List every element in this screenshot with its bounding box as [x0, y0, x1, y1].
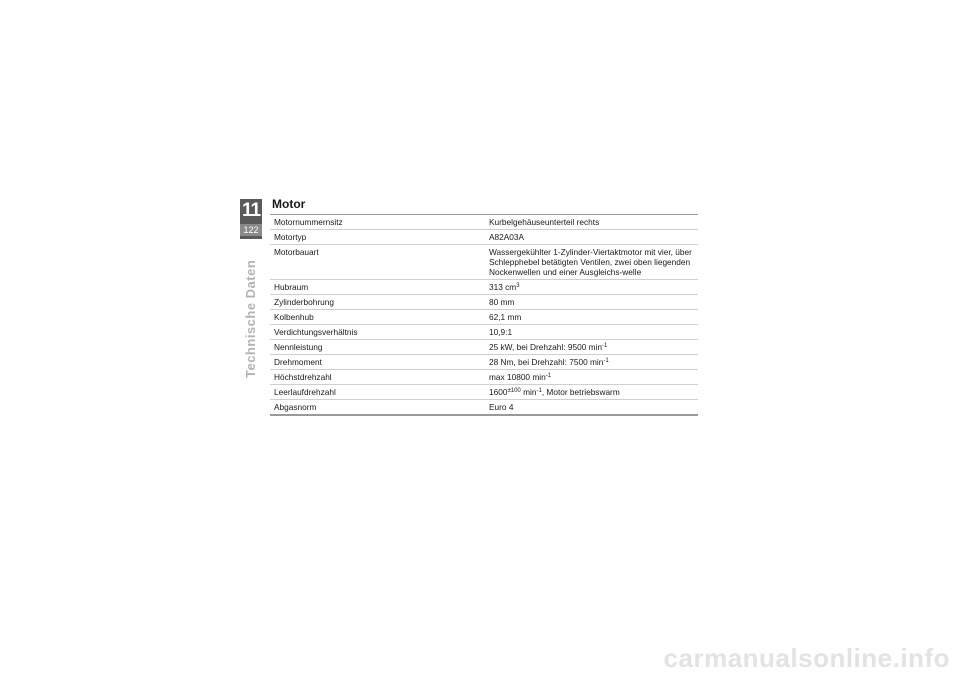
spec-label: Motorbauart — [270, 245, 485, 280]
chapter-number: 11 — [241, 200, 261, 221]
table-row — [270, 370, 698, 385]
spec-label: Nennleistung — [270, 340, 485, 355]
spec-label: Kolbenhub — [270, 310, 485, 325]
spec-value: 10,9:1 — [485, 325, 698, 340]
spec-value-text: max 10800 min — [489, 372, 546, 382]
spec-label: Leerlaufdrehzahl — [270, 385, 485, 400]
spec-value-text: 1600 — [489, 387, 508, 397]
spec-label: Hubraum — [270, 280, 485, 295]
watermark-logo: carmanualsonline.info — [663, 643, 950, 673]
spec-value-superscript: -1 — [536, 388, 542, 394]
chapter-tab — [240, 199, 262, 239]
chapter-side-title: Technische Daten — [243, 259, 258, 378]
spec-value-superscript: -1 — [545, 373, 552, 379]
spec-value-text: 25 kW, bei Drehzahl: 9500 min — [489, 342, 602, 352]
section-title: Motor — [272, 197, 306, 211]
spec-value — [485, 355, 698, 370]
spec-value — [485, 385, 698, 400]
table-row — [270, 355, 698, 370]
table-row — [270, 340, 698, 355]
spec-value-superscript: -1 — [602, 343, 608, 349]
spec-value — [485, 340, 698, 355]
spec-value-superscript: -1 — [603, 358, 609, 364]
table-row — [270, 385, 698, 400]
table-row — [270, 400, 698, 416]
spec-value-text: , Motor betriebswarm — [541, 387, 620, 397]
motor-spec-table — [270, 214, 698, 416]
spec-value: A82A03A — [485, 230, 698, 245]
table-row — [270, 230, 698, 245]
spec-label: Drehmoment — [270, 355, 485, 370]
spec-label: Motornummernsitz — [270, 215, 485, 230]
spec-value: Kurbelgehäuseunterteil rechts — [485, 215, 698, 230]
table-row — [270, 245, 698, 280]
spec-label: Zylinderbohrung — [270, 295, 485, 310]
spec-value: 80 mm — [485, 295, 698, 310]
spec-value — [485, 280, 698, 295]
spec-value-text: min — [520, 387, 537, 397]
page-number: 122 — [240, 224, 262, 236]
spec-label: Höchstdrehzahl — [270, 370, 485, 385]
table-row — [270, 280, 698, 295]
spec-value: 62,1 mm — [485, 310, 698, 325]
table-row — [270, 310, 698, 325]
spec-value: Wassergekühlter 1-Zylinder-Viertaktmotor mit vier, über Schlepphebel betätigten Ventilen, zwei oben liegenden Nockenwellen und einer Ausgleichs-welle — [485, 245, 698, 280]
spec-label: Motortyp — [270, 230, 485, 245]
table-row — [270, 295, 698, 310]
spec-value-superscript: ±100 — [507, 388, 521, 394]
spec-value-text: 28 Nm, bei Drehzahl: 7500 min — [489, 357, 604, 367]
spec-label: Abgasnorm — [274, 402, 317, 412]
spec-label: Verdichtungsverhältnis — [270, 325, 485, 340]
table-row — [270, 325, 698, 340]
spec-value: Euro 4 — [489, 402, 514, 412]
spec-value-superscript: 3 — [516, 283, 520, 289]
table-row — [270, 215, 698, 230]
spec-value — [485, 370, 698, 385]
spec-value-text: 313 cm — [489, 282, 517, 292]
